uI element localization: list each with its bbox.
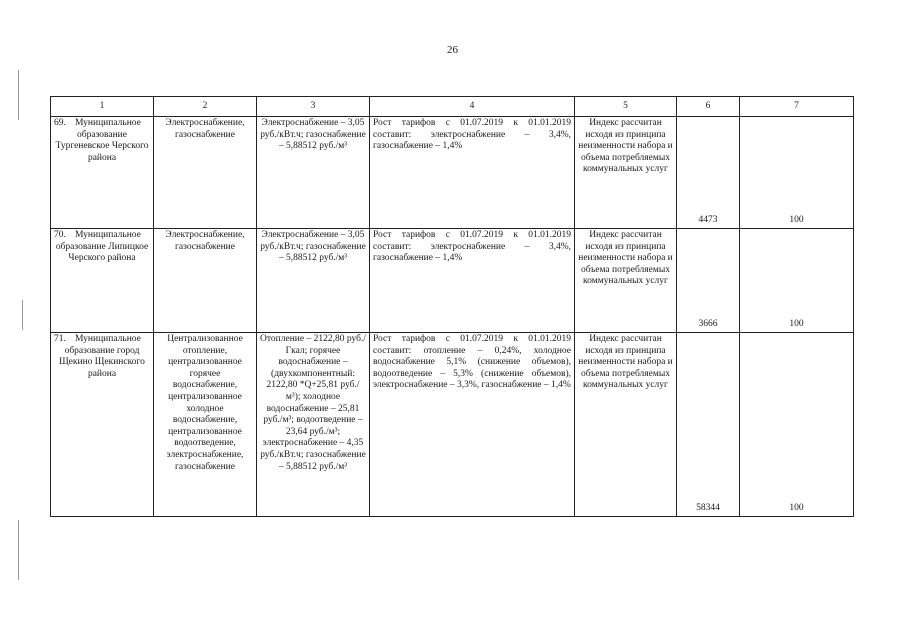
services-cell: Электроснабжение, газоснабжение	[154, 117, 257, 229]
scan-mark	[18, 70, 19, 120]
column-header: 2	[154, 97, 257, 117]
population-cell: 58344	[677, 333, 740, 517]
scan-mark	[22, 300, 23, 330]
tariffs-cell: Электроснабжение – 3,05 руб./кВт.ч; газоснабжение – 5,88512 руб./м³	[257, 117, 370, 229]
row-number: 71.	[54, 334, 66, 344]
growth-cell: Рост тарифов с 01.07.2019 к 01.01.2019 составит: электроснабжение – 3,4%, газоснабжение – 1,4%	[370, 117, 575, 229]
tariffs-cell: Отопление – 2122,80 руб./Гкал; горячее водоснабжение – (двухкомпонентный: 2122,80 *Q+25,81 руб./ м³); холодное водоснабжение – 25,81 руб./м³; водоотведение – 23,64 руб./м³; электроснабжение – 4,35 руб./кВт.ч; газоснабжение – 5,88512 руб./м³	[257, 333, 370, 517]
row-number: 69.	[54, 118, 66, 128]
percent-cell: 100	[740, 117, 854, 229]
table-header-row	[51, 97, 854, 117]
index-cell: Индекс рассчитан исходя из принципа неизменности набора и объема потребляемых коммунальных услуг	[575, 333, 677, 517]
region-cell	[51, 229, 154, 333]
region-cell	[51, 333, 154, 517]
table-row	[51, 333, 854, 517]
index-cell: Индекс рассчитан исходя из принципа неизменности набора и объема потребляемых коммунальных услуг	[575, 117, 677, 229]
column-header: 1	[51, 97, 154, 117]
column-header: 3	[257, 97, 370, 117]
population-cell: 4473	[677, 117, 740, 229]
percent-cell: 100	[740, 229, 854, 333]
region-name: Муниципальное образование Липицкое Черского района	[55, 230, 149, 264]
column-header: 5	[575, 97, 677, 117]
growth-cell: Рост тарифов с 01.07.2019 к 01.01.2019 составит: электроснабжение – 3,4%, газоснабжение – 1,4%	[370, 229, 575, 333]
region-name: Муниципальное образование город Щекино Щекинского района	[59, 334, 145, 379]
tariff-table	[50, 96, 854, 517]
column-header: 7	[740, 97, 854, 117]
column-header: 6	[677, 97, 740, 117]
table-row	[51, 117, 854, 229]
services-cell: Электроснабжение, газоснабжение	[154, 229, 257, 333]
services-cell: Централизованное отопление, централизованное горячее водоснабжение, централизованное холодное водоснабжение, централизованное водоотведение, электроснабжение, газоснабжение	[154, 333, 257, 517]
percent-cell: 100	[740, 333, 854, 517]
table-row	[51, 229, 854, 333]
tariffs-cell: Электроснабжение – 3,05 руб./кВт.ч; газоснабжение – 5,88512 руб./м³	[257, 229, 370, 333]
population-cell: 3666	[677, 229, 740, 333]
scan-mark	[18, 520, 19, 580]
column-header: 4	[370, 97, 575, 117]
row-number: 70.	[54, 230, 66, 240]
growth-cell: Рост тарифов с 01.07.2019 к 01.01.2019 составит: отопление – 0,24%, холодное водоснабжение 5,1% (снижение объемов), водоотведение – 5,3% (снижение объемов), электроснабжение – 3,3%, газоснабжение – 1,4%	[370, 333, 575, 517]
page-number: 26	[447, 44, 458, 56]
index-cell: Индекс рассчитан исходя из принципа неизменности набора и объема потребляемых коммунальных услуг	[575, 229, 677, 333]
region-name: Муниципальное образование Тургеневское Черского района	[55, 118, 149, 163]
region-cell	[51, 117, 154, 229]
